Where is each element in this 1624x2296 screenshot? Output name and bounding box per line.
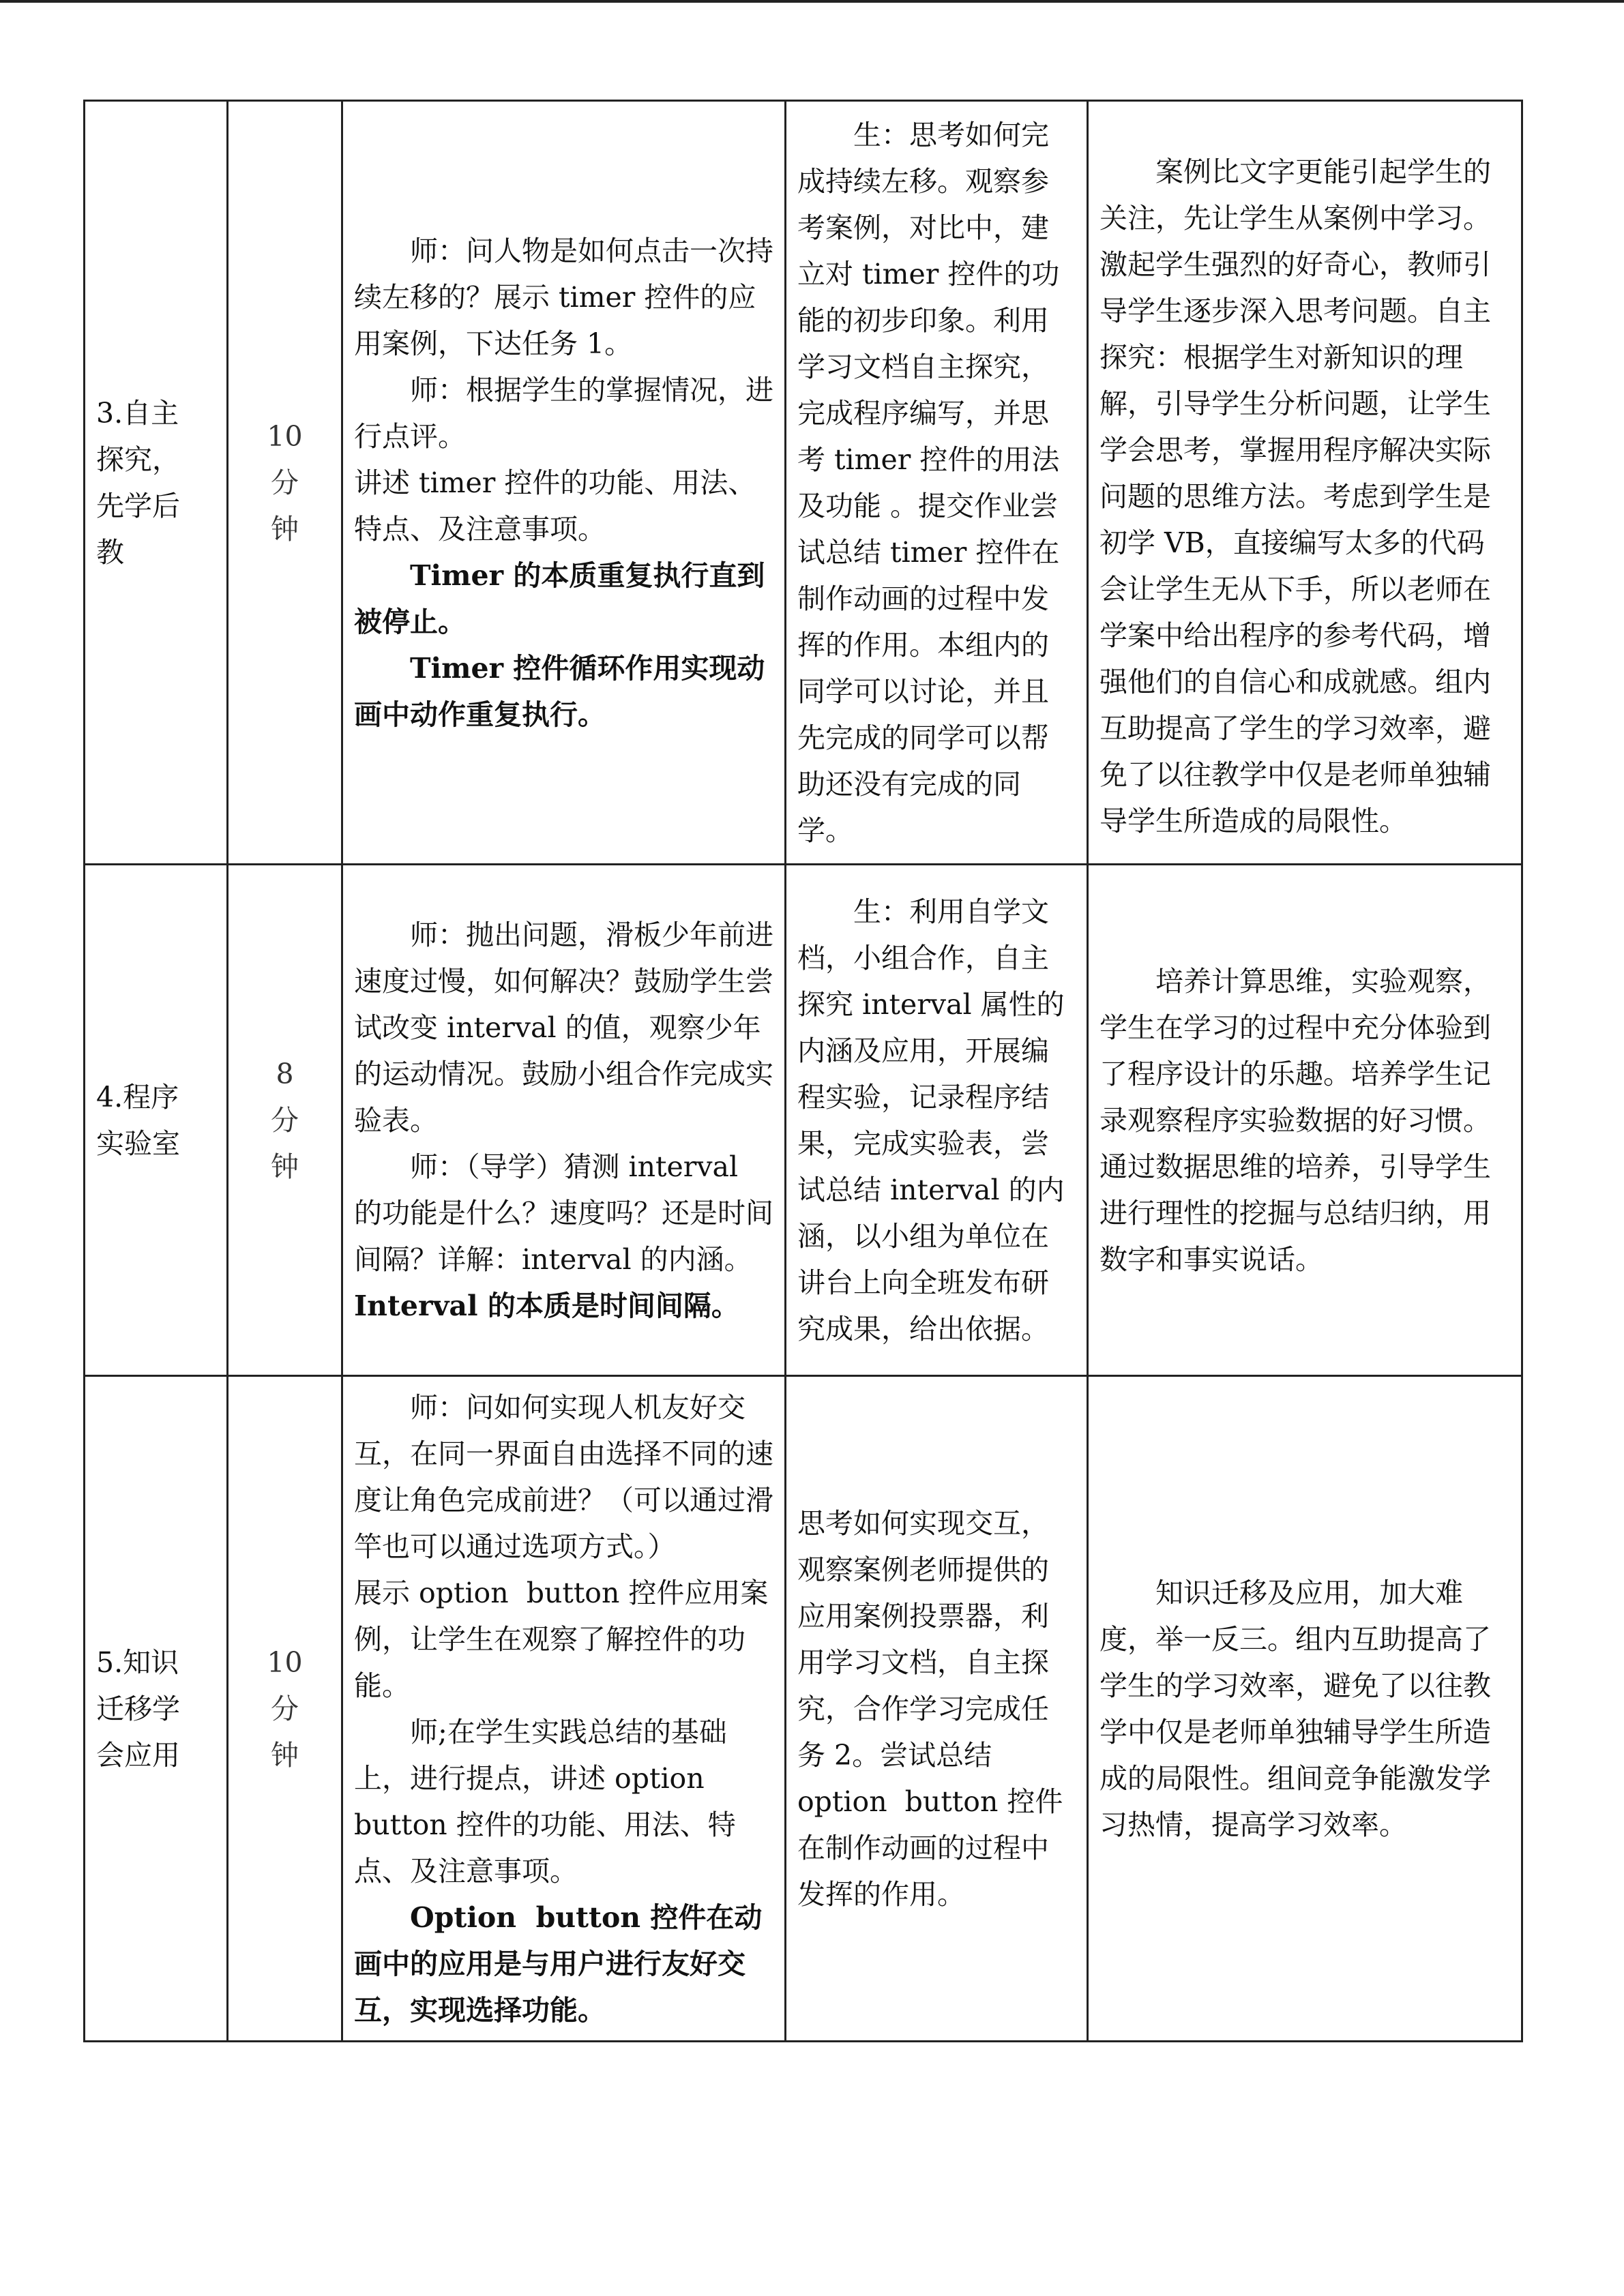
- duration-cell: 10 分 钟: [228, 1376, 342, 2042]
- design-intent-cell: 知识迁移及应用，加大难度，举一反三。组内互助提高了学生的学习效率，避免了以往教学中仅是老师单独辅导学生所造成的局限性。组间竞争能激发学习热情，提高学习效率。: [1088, 1376, 1522, 2042]
- student-activity-cell: 思考如何实现交互，观察案例老师提供的应用案例投票器，利用学习文档，自主探究，合作学习完成任务 2。尝试总结 option button 控件在制作动画的过程中发挥的作用。: [786, 1376, 1088, 2042]
- duration-cell: 10 分 钟: [228, 101, 342, 865]
- table-row: [85, 1376, 1522, 2042]
- teacher-activity-cell: 师：抛出问题，滑板少年前进速度过慢，如何解决？鼓励学生尝试改变 interval 的值，观察少年的运动情况。鼓励小组合作完成实验表。 师：（导学）猜测 interval 的功能是什么？速度吗？还是时间间隔？详解：interval 的内涵。 Interval 的本质是时间间隔。: [342, 865, 786, 1376]
- table-row: [85, 865, 1522, 1376]
- lesson-plan-table: [83, 100, 1523, 2042]
- stage-cell: 3.自主 探究， 先学后 教: [85, 101, 228, 865]
- student-activity-cell: 生：利用自学文档，小组合作，自主探究 interval 属性的内涵及应用，开展编程实验，记录程序结果，完成实验表，尝试总结 interval 的内涵，以小组为单位在讲台上向全班发布研究成果，给出依据。: [786, 865, 1088, 1376]
- teacher-activity-cell: 师：问人物是如何点击一次持续左移的？展示 timer 控件的应用案例，下达任务 1。 师：根据学生的掌握情况，进行点评。 讲述 timer 控件的功能、用法、特点、及注意事项。 Timer 的本质重复执行直到被停止。 Timer 控件循环作用实现动画中动作重复执行。: [342, 101, 786, 865]
- stage-cell: 5.知识 迁移学 会应用: [85, 1376, 228, 2042]
- student-activity-cell: 生：思考如何完成持续左移。观察参考案例，对比中，建立对 timer 控件的功能的初步印象。利用学习文档自主探究，完成程序编写，并思考 timer 控件的用法及功能 。提交作业尝试总结 timer 控件在制作动画的过程中发挥的作用。本组内的同学可以讨论，并且先完成的同学可以帮助还没有完成的同学。: [786, 101, 1088, 865]
- teacher-activity-cell: 师：问如何实现人机友好交互，在同一界面自由选择不同的速度让角色完成前进？（可以通过滑竿也可以通过选项方式。） 展示 option button 控件应用案例，让学生在观察了解控件的功能。 师;在学生实践总结的基础上，进行提点，讲述 option button 控件的功能、用法、特点、及注意事项。 Option button 控件在动画中的应用是与用户进行友好交互，实现选择功能。: [342, 1376, 786, 2042]
- top-rule: [0, 0, 1624, 3]
- design-intent-cell: 培养计算思维，实验观察，学生在学习的过程中充分体验到了程序设计的乐趣。培养学生记录观察程序实验数据的好习惯。通过数据思维的培养，引导学生进行理性的挖掘与总结归纳，用数字和事实说话。: [1088, 865, 1522, 1376]
- stage-cell: 4.程序 实验室: [85, 865, 228, 1376]
- table-row: [85, 101, 1522, 865]
- duration-cell: 8 分 钟: [228, 865, 342, 1376]
- design-intent-cell: 案例比文字更能引起学生的关注，先让学生从案例中学习。激起学生强烈的好奇心，教师引导学生逐步深入思考问题。自主探究：根据学生对新知识的理解，引导学生分析问题，让学生学会思考，掌握用程序解决实际问题的思维方法。考虑到学生是初学 VB，直接编写太多的代码会让学生无从下手，所以老师在学案中给出程序的参考代码，增强他们的自信心和成就感。组内互助提高了学生的学习效率，避免了以往教学中仅是老师单独辅导学生所造成的局限性。: [1088, 101, 1522, 865]
